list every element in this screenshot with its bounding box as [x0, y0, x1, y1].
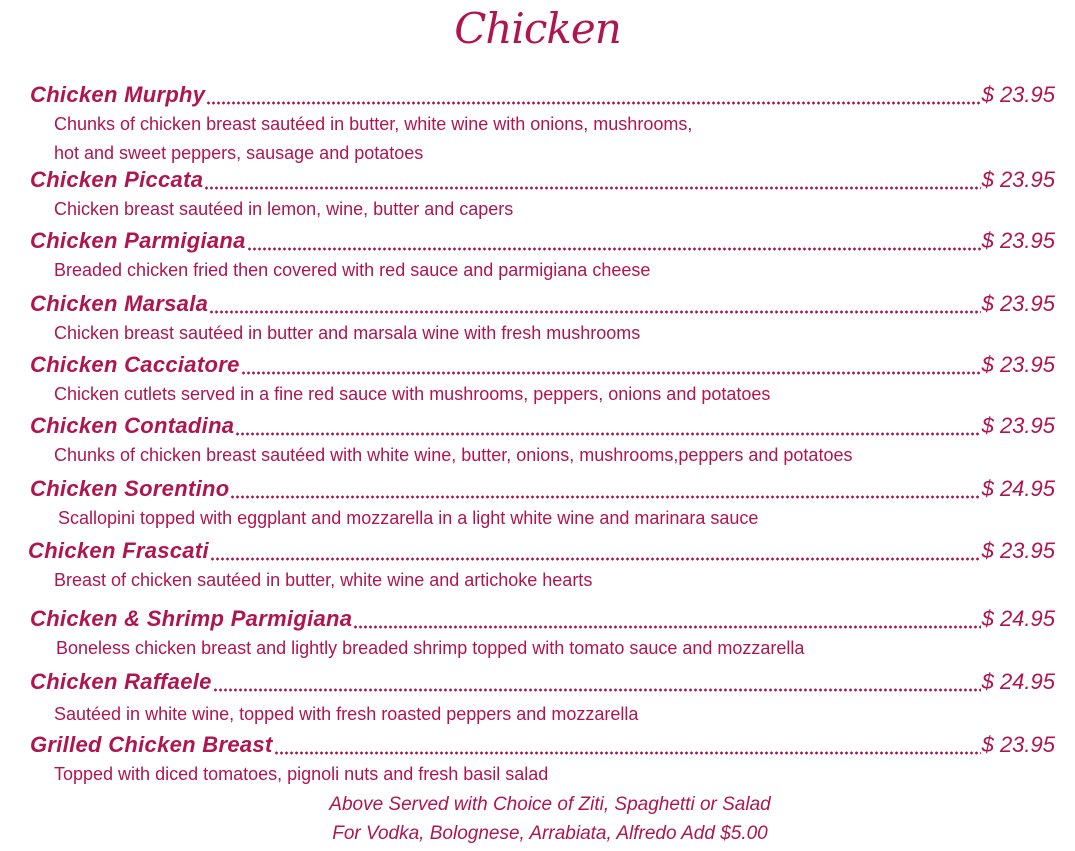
- dot-leader: [247, 247, 981, 251]
- item-price: $ 24.95: [981, 606, 1055, 631]
- dot-leader: [206, 101, 980, 105]
- dot-leader: [210, 557, 981, 561]
- item-name: Chicken Raffaele: [30, 669, 212, 694]
- item-description: Breast of chicken sautéed in butter, white wine and artichoke hearts: [54, 570, 593, 590]
- item-description: Breaded chicken fried then covered with red sauce and parmigiana cheese: [54, 260, 651, 280]
- item-price: $ 23.95: [981, 228, 1055, 253]
- item-name: Chicken Marsala: [30, 291, 209, 316]
- item-name: Chicken Cacciatore: [30, 352, 240, 377]
- item-name: Grilled Chicken Breast: [30, 732, 273, 757]
- item-name: Chicken Frascati: [28, 538, 209, 563]
- item-name: Chicken Murphy: [30, 82, 206, 107]
- menu-item: [30, 228, 1055, 285]
- menu-item: [30, 606, 1055, 663]
- item-price: $ 23.95: [981, 413, 1055, 438]
- page-title: Chicken: [454, 4, 621, 53]
- sides-note: Above Served with Choice of Ziti, Spaghetti or Salad: [329, 794, 771, 815]
- item-price: $ 23.95: [981, 538, 1055, 563]
- item-price: $ 23.95: [981, 732, 1055, 757]
- item-price: $ 23.95: [981, 167, 1055, 192]
- item-description: hot and sweet peppers, sausage and potatoes: [54, 143, 424, 163]
- item-description: Chunks of chicken breast sautéed in butter, white wine with onions, mushrooms,: [54, 114, 693, 134]
- menu-item: [30, 732, 1055, 789]
- menu-item: [30, 291, 1055, 348]
- item-description: Chicken cutlets served in a fine red sauce with mushrooms, peppers, onions and potatoes: [54, 384, 771, 404]
- item-description: Boneless chicken breast and lightly breaded shrimp topped with tomato sauce and mozzarella: [56, 638, 805, 658]
- item-description: Topped with diced tomatoes, pignoli nuts and fresh basil salad: [54, 764, 549, 784]
- menu-item: [30, 413, 1055, 470]
- menu-item: [30, 167, 1055, 224]
- item-name: Chicken Piccata: [30, 167, 204, 192]
- dot-leader: [230, 495, 980, 499]
- sauce-upcharge-note: For Vodka, Bolognese, Arrabiata, Alfredo Add $5.00: [332, 823, 768, 844]
- dot-leader: [204, 186, 980, 190]
- item-description: Scallopini topped with eggplant and mozzarella in a light white wine and marinara sauce: [58, 508, 759, 528]
- item-price: $ 23.95: [981, 352, 1055, 377]
- dot-leader: [241, 371, 981, 375]
- menu-item: [30, 669, 1055, 732]
- dot-leader: [235, 432, 980, 436]
- item-name: Chicken Parmigiana: [30, 228, 246, 253]
- item-description: Sautéed in white wine, topped with fresh roasted peppers and mozzarella: [54, 704, 639, 724]
- item-price: $ 24.95: [981, 669, 1055, 694]
- menu-item: [30, 476, 1055, 533]
- menu-item: [30, 352, 1055, 409]
- item-description: Chunks of chicken breast sautéed with white wine, butter, onions, mushrooms,peppers and potatoes: [54, 445, 853, 465]
- item-price: $ 23.95: [981, 291, 1055, 316]
- dot-leader: [353, 625, 980, 629]
- item-description: Chicken breast sautéed in lemon, wine, butter and capers: [54, 199, 514, 219]
- item-name: Chicken Contadina: [30, 413, 235, 438]
- item-price: $ 23.95: [981, 82, 1055, 107]
- dot-leader: [209, 310, 980, 314]
- menu-item: [28, 538, 1055, 595]
- item-name: Chicken Sorentino: [30, 476, 230, 501]
- item-name: Chicken & Shrimp Parmigiana: [30, 606, 353, 631]
- item-price: $ 24.95: [981, 476, 1055, 501]
- menu-item: [30, 82, 1055, 168]
- dot-leader: [213, 688, 981, 692]
- dot-leader: [274, 751, 981, 755]
- item-description: Chicken breast sautéed in butter and marsala wine with fresh mushrooms: [54, 323, 641, 343]
